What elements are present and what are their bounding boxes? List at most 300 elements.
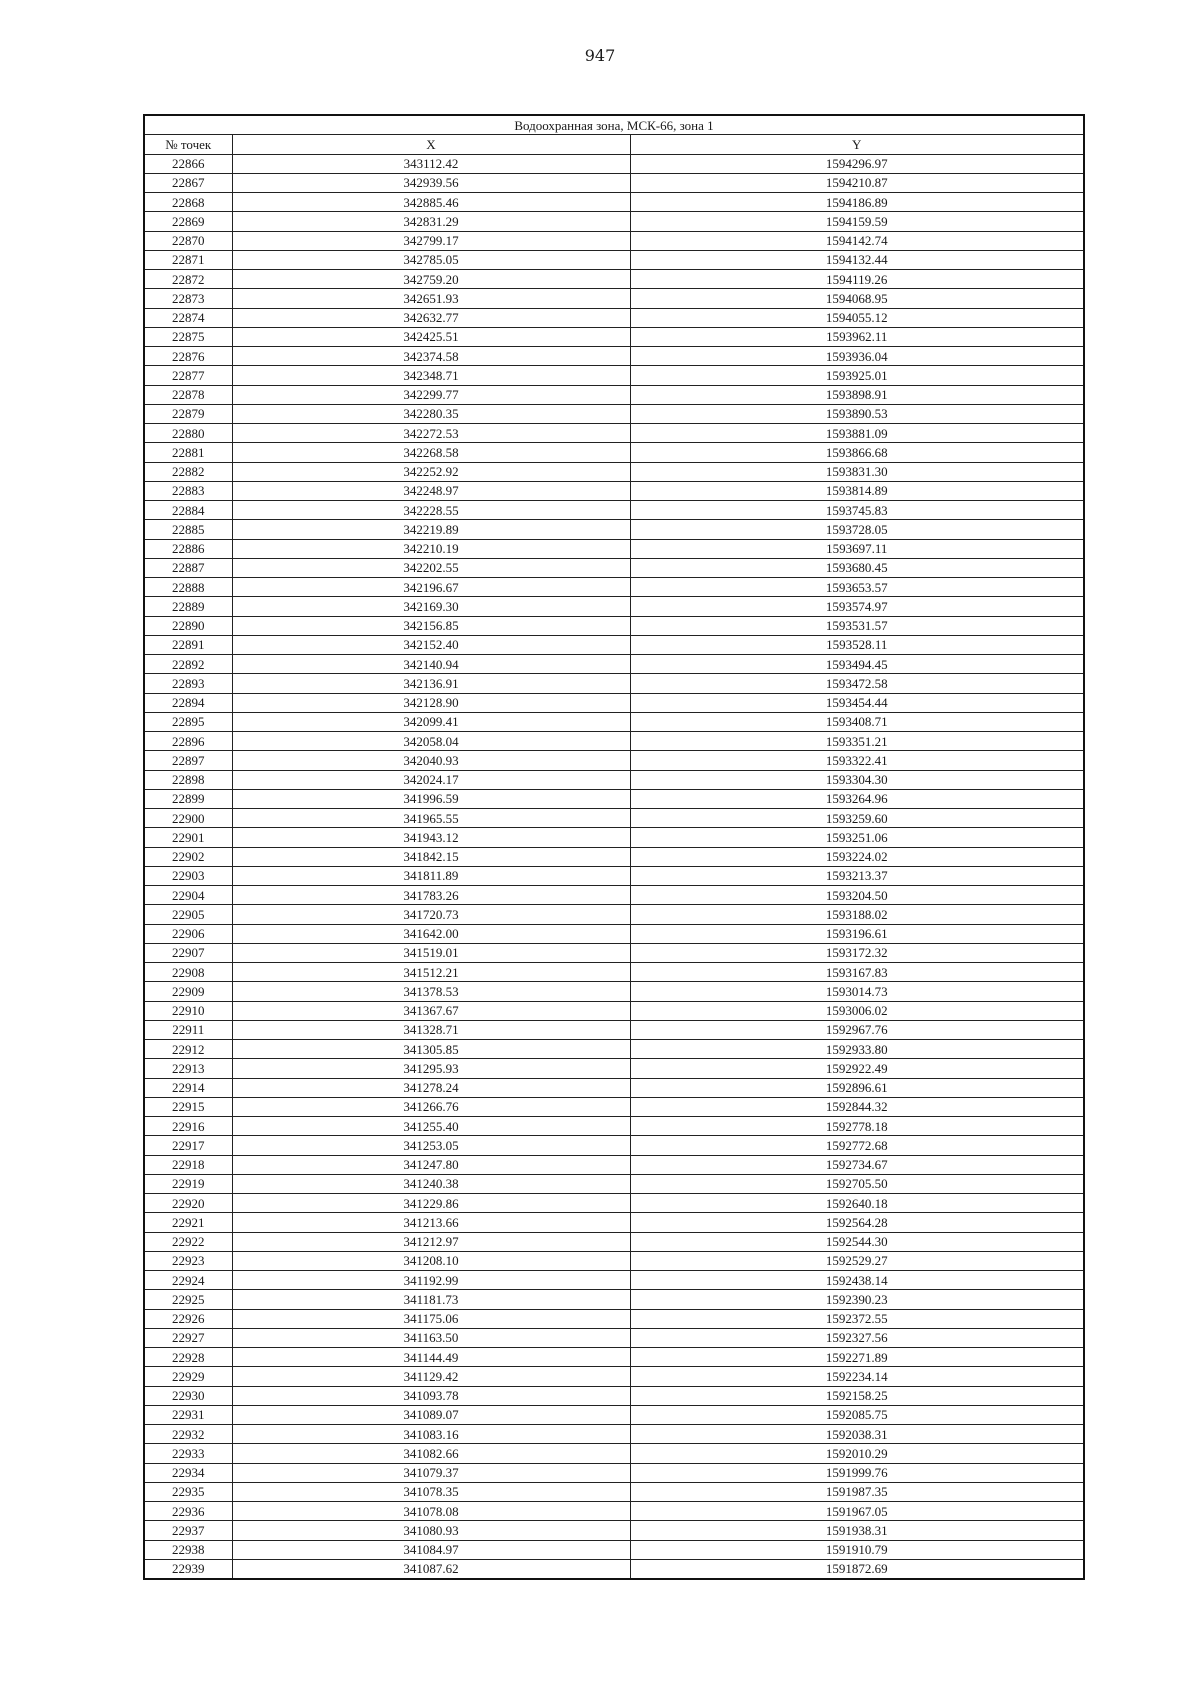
y-coordinate-cell: 1592438.14 [630,1271,1084,1290]
table-row [144,1078,1084,1097]
y-coordinate-cell: 1593188.02 [630,905,1084,924]
x-coordinate-cell: 342299.77 [232,385,630,404]
point-number-cell: 22883 [144,481,232,500]
point-number-cell: 22880 [144,424,232,443]
x-coordinate-cell: 341253.05 [232,1136,630,1155]
x-coordinate-cell: 342632.77 [232,308,630,327]
point-number-cell: 22898 [144,770,232,789]
x-coordinate-cell: 341079.37 [232,1463,630,1482]
x-coordinate-cell: 342272.53 [232,424,630,443]
x-coordinate-cell: 342831.29 [232,212,630,231]
point-number-cell: 22895 [144,712,232,731]
x-coordinate-cell: 341720.73 [232,905,630,924]
y-coordinate-cell: 1593814.89 [630,481,1084,500]
x-coordinate-cell: 342759.20 [232,270,630,289]
point-number-cell: 22935 [144,1482,232,1501]
y-coordinate-cell: 1594186.89 [630,193,1084,212]
table-row [144,963,1084,982]
x-coordinate-cell: 341192.99 [232,1271,630,1290]
x-coordinate-cell: 341087.62 [232,1559,630,1579]
table-row [144,635,1084,654]
x-coordinate-cell: 342268.58 [232,443,630,462]
x-coordinate-cell: 341842.15 [232,847,630,866]
y-coordinate-cell: 1591938.31 [630,1521,1084,1540]
point-number-cell: 22891 [144,635,232,654]
y-coordinate-cell: 1592705.50 [630,1174,1084,1193]
x-coordinate-cell: 341278.24 [232,1078,630,1097]
x-coordinate-cell: 341089.07 [232,1405,630,1424]
point-number-cell: 22896 [144,732,232,751]
table-row [144,1271,1084,1290]
y-coordinate-cell: 1594119.26 [630,270,1084,289]
table-row [144,231,1084,250]
point-number-cell: 22879 [144,404,232,423]
y-coordinate-cell: 1592327.56 [630,1328,1084,1347]
y-coordinate-cell: 1593531.57 [630,616,1084,635]
point-number-cell: 22922 [144,1232,232,1251]
table-row [144,1348,1084,1367]
x-coordinate-cell: 342280.35 [232,404,630,423]
table-row [144,558,1084,577]
table-row [144,597,1084,616]
y-coordinate-cell: 1592158.25 [630,1386,1084,1405]
table-row [144,655,1084,674]
table-row [144,1540,1084,1559]
table-row [144,1059,1084,1078]
table-caption: Водоохранная зона, МСК-66, зона 1 [144,115,1084,135]
point-number-cell: 22903 [144,866,232,885]
x-coordinate-cell: 341208.10 [232,1251,630,1270]
y-coordinate-cell: 1593224.02 [630,847,1084,866]
point-number-cell: 22889 [144,597,232,616]
table-row [144,1309,1084,1328]
y-coordinate-cell: 1593653.57 [630,578,1084,597]
point-number-cell: 22884 [144,501,232,520]
point-number-cell: 22890 [144,616,232,635]
table-row [144,1367,1084,1386]
x-coordinate-cell: 342228.55 [232,501,630,520]
x-coordinate-cell: 341295.93 [232,1059,630,1078]
y-coordinate-cell: 1593745.83 [630,501,1084,520]
point-number-cell: 22887 [144,558,232,577]
x-coordinate-cell: 341783.26 [232,886,630,905]
table-row [144,1463,1084,1482]
table-row [144,308,1084,327]
x-coordinate-cell: 342040.93 [232,751,630,770]
y-coordinate-cell: 1592271.89 [630,1348,1084,1367]
x-coordinate-cell: 341367.67 [232,1001,630,1020]
point-number-cell: 22869 [144,212,232,231]
table-row [144,154,1084,173]
point-number-cell: 22874 [144,308,232,327]
y-coordinate-cell: 1591967.05 [630,1502,1084,1521]
table-row [144,616,1084,635]
y-coordinate-cell: 1592010.29 [630,1444,1084,1463]
table-row [144,1444,1084,1463]
x-coordinate-cell: 341240.38 [232,1174,630,1193]
y-coordinate-cell: 1592372.55 [630,1309,1084,1328]
point-number-cell: 22885 [144,520,232,539]
table-row [144,943,1084,962]
y-coordinate-cell: 1594068.95 [630,289,1084,308]
table-row [144,539,1084,558]
table-row [144,1232,1084,1251]
point-number-cell: 22908 [144,963,232,982]
table-row [144,712,1084,731]
point-number-cell: 22910 [144,1001,232,1020]
x-coordinate-cell: 342024.17 [232,770,630,789]
table-row [144,924,1084,943]
table-row [144,443,1084,462]
point-number-cell: 22909 [144,982,232,1001]
y-coordinate-cell: 1593494.45 [630,655,1084,674]
x-coordinate-cell: 341378.53 [232,982,630,1001]
x-coordinate-cell: 341247.80 [232,1155,630,1174]
table-row [144,732,1084,751]
x-coordinate-cell: 341084.97 [232,1540,630,1559]
y-coordinate-cell: 1592038.31 [630,1425,1084,1444]
y-coordinate-cell: 1592772.68 [630,1136,1084,1155]
y-coordinate-cell: 1593213.37 [630,866,1084,885]
x-coordinate-cell: 342156.85 [232,616,630,635]
point-number-cell: 22900 [144,809,232,828]
point-number-cell: 22894 [144,693,232,712]
point-number-cell: 22926 [144,1309,232,1328]
point-number-cell: 22888 [144,578,232,597]
table-row [144,481,1084,500]
y-coordinate-cell: 1593167.83 [630,963,1084,982]
x-coordinate-cell: 341181.73 [232,1290,630,1309]
point-number-cell: 22923 [144,1251,232,1270]
y-coordinate-cell: 1593204.50 [630,886,1084,905]
x-coordinate-cell: 341163.50 [232,1328,630,1347]
x-coordinate-cell: 341811.89 [232,866,630,885]
x-coordinate-cell: 341512.21 [232,963,630,982]
table-row [144,404,1084,423]
table-row [144,1213,1084,1232]
table-row [144,462,1084,481]
y-coordinate-cell: 1591999.76 [630,1463,1084,1482]
y-coordinate-cell: 1593697.11 [630,539,1084,558]
y-coordinate-cell: 1593304.30 [630,770,1084,789]
point-number-cell: 22866 [144,154,232,173]
x-coordinate-cell: 341305.85 [232,1040,630,1059]
point-number-cell: 22897 [144,751,232,770]
column-header-y: Y [630,135,1084,154]
x-coordinate-cell: 342799.17 [232,231,630,250]
y-coordinate-cell: 1593528.11 [630,635,1084,654]
point-number-cell: 22877 [144,366,232,385]
x-coordinate-cell: 342651.93 [232,289,630,308]
y-coordinate-cell: 1592967.76 [630,1020,1084,1039]
table-row [144,1405,1084,1424]
x-coordinate-cell: 342210.19 [232,539,630,558]
y-coordinate-cell: 1593014.73 [630,982,1084,1001]
page-number: 947 [584,46,616,65]
y-coordinate-cell: 1593831.30 [630,462,1084,481]
x-coordinate-cell: 343112.42 [232,154,630,173]
x-coordinate-cell: 341093.78 [232,1386,630,1405]
point-number-cell: 22875 [144,327,232,346]
table-row [144,173,1084,192]
point-number-cell: 22893 [144,674,232,693]
point-number-cell: 22915 [144,1097,232,1116]
x-coordinate-cell: 341129.42 [232,1367,630,1386]
table-row [144,1425,1084,1444]
point-number-cell: 22928 [144,1348,232,1367]
table-row [144,193,1084,212]
x-coordinate-cell: 341642.00 [232,924,630,943]
point-number-cell: 22921 [144,1213,232,1232]
point-number-cell: 22867 [144,173,232,192]
table-row [144,770,1084,789]
x-coordinate-cell: 342058.04 [232,732,630,751]
table-row [144,1040,1084,1059]
y-coordinate-cell: 1593251.06 [630,828,1084,847]
x-coordinate-cell: 341078.08 [232,1502,630,1521]
y-coordinate-cell: 1592933.80 [630,1040,1084,1059]
table-row [144,982,1084,1001]
point-number-cell: 22899 [144,789,232,808]
y-coordinate-cell: 1593264.96 [630,789,1084,808]
y-coordinate-cell: 1593259.60 [630,809,1084,828]
point-number-cell: 22904 [144,886,232,905]
table-row [144,1020,1084,1039]
y-coordinate-cell: 1592234.14 [630,1367,1084,1386]
point-number-cell: 22912 [144,1040,232,1059]
point-number-cell: 22872 [144,270,232,289]
x-coordinate-cell: 341213.66 [232,1213,630,1232]
point-number-cell: 22930 [144,1386,232,1405]
point-number-cell: 22892 [144,655,232,674]
table-row [144,1502,1084,1521]
x-coordinate-cell: 341212.97 [232,1232,630,1251]
point-number-cell: 22882 [144,462,232,481]
y-coordinate-cell: 1594210.87 [630,173,1084,192]
table-row [144,1174,1084,1193]
table-row [144,1521,1084,1540]
table-row [144,1136,1084,1155]
point-number-cell: 22920 [144,1194,232,1213]
point-number-cell: 22907 [144,943,232,962]
table-row [144,250,1084,269]
point-number-cell: 22881 [144,443,232,462]
table-row [144,847,1084,866]
point-number-cell: 22936 [144,1502,232,1521]
table-row [144,327,1084,346]
y-coordinate-cell: 1593322.41 [630,751,1084,770]
y-coordinate-cell: 1592896.61 [630,1078,1084,1097]
table-row [144,366,1084,385]
table-row [144,212,1084,231]
table-row [144,866,1084,885]
x-coordinate-cell: 341083.16 [232,1425,630,1444]
point-number-cell: 22929 [144,1367,232,1386]
y-coordinate-cell: 1593866.68 [630,443,1084,462]
point-number-cell: 22911 [144,1020,232,1039]
y-coordinate-cell: 1592390.23 [630,1290,1084,1309]
x-coordinate-cell: 342202.55 [232,558,630,577]
point-number-cell: 22902 [144,847,232,866]
table-row [144,385,1084,404]
table-row [144,674,1084,693]
point-number-cell: 22937 [144,1521,232,1540]
y-coordinate-cell: 1593680.45 [630,558,1084,577]
x-coordinate-cell: 342169.30 [232,597,630,616]
table-row [144,751,1084,770]
y-coordinate-cell: 1593962.11 [630,327,1084,346]
point-number-cell: 22906 [144,924,232,943]
point-number-cell: 22934 [144,1463,232,1482]
y-coordinate-cell: 1593890.53 [630,404,1084,423]
x-coordinate-cell: 341175.06 [232,1309,630,1328]
x-coordinate-cell: 341943.12 [232,828,630,847]
table-row [144,886,1084,905]
y-coordinate-cell: 1593351.21 [630,732,1084,751]
table-row [144,1482,1084,1501]
y-coordinate-cell: 1592640.18 [630,1194,1084,1213]
y-coordinate-cell: 1592564.28 [630,1213,1084,1232]
coordinates-table [143,114,1085,1580]
table-row [144,1001,1084,1020]
table-row [144,289,1084,308]
x-coordinate-cell: 342140.94 [232,655,630,674]
point-number-cell: 22871 [144,250,232,269]
x-coordinate-cell: 342885.46 [232,193,630,212]
column-header-point-number: № точек [144,135,232,154]
x-coordinate-cell: 342248.97 [232,481,630,500]
table-row [144,1386,1084,1405]
x-coordinate-cell: 342348.71 [232,366,630,385]
y-coordinate-cell: 1592529.27 [630,1251,1084,1270]
y-coordinate-cell: 1594055.12 [630,308,1084,327]
x-coordinate-cell: 341965.55 [232,809,630,828]
point-number-cell: 22939 [144,1559,232,1579]
table-row [144,1194,1084,1213]
x-coordinate-cell: 341996.59 [232,789,630,808]
table-row [144,1290,1084,1309]
table-row [144,1559,1084,1579]
table-row [144,270,1084,289]
point-number-cell: 22876 [144,347,232,366]
x-coordinate-cell: 342136.91 [232,674,630,693]
y-coordinate-cell: 1594132.44 [630,250,1084,269]
x-coordinate-cell: 341080.93 [232,1521,630,1540]
x-coordinate-cell: 341519.01 [232,943,630,962]
y-coordinate-cell: 1592734.67 [630,1155,1084,1174]
y-coordinate-cell: 1594159.59 [630,212,1084,231]
x-coordinate-cell: 342374.58 [232,347,630,366]
point-number-cell: 22886 [144,539,232,558]
x-coordinate-cell: 342099.41 [232,712,630,731]
table-row [144,809,1084,828]
table-row [144,1328,1084,1347]
table-row [144,501,1084,520]
table-row [144,1097,1084,1116]
table-row [144,347,1084,366]
table-row [144,1251,1084,1270]
table-row [144,1117,1084,1136]
x-coordinate-cell: 341144.49 [232,1348,630,1367]
point-number-cell: 22870 [144,231,232,250]
y-coordinate-cell: 1592085.75 [630,1405,1084,1424]
x-coordinate-cell: 342252.92 [232,462,630,481]
table-row [144,693,1084,712]
point-number-cell: 22913 [144,1059,232,1078]
y-coordinate-cell: 1593936.04 [630,347,1084,366]
y-coordinate-cell: 1593006.02 [630,1001,1084,1020]
y-coordinate-cell: 1592778.18 [630,1117,1084,1136]
column-header-x: X [232,135,630,154]
point-number-cell: 22918 [144,1155,232,1174]
y-coordinate-cell: 1593172.32 [630,943,1084,962]
y-coordinate-cell: 1594296.97 [630,154,1084,173]
table-row [144,828,1084,847]
y-coordinate-cell: 1593925.01 [630,366,1084,385]
y-coordinate-cell: 1592844.32 [630,1097,1084,1116]
x-coordinate-cell: 342128.90 [232,693,630,712]
y-coordinate-cell: 1592544.30 [630,1232,1084,1251]
y-coordinate-cell: 1593881.09 [630,424,1084,443]
x-coordinate-cell: 341229.86 [232,1194,630,1213]
y-coordinate-cell: 1593408.71 [630,712,1084,731]
table-row [144,520,1084,539]
y-coordinate-cell: 1591872.69 [630,1559,1084,1579]
y-coordinate-cell: 1593472.58 [630,674,1084,693]
y-coordinate-cell: 1593196.61 [630,924,1084,943]
y-coordinate-cell: 1591910.79 [630,1540,1084,1559]
x-coordinate-cell: 341266.76 [232,1097,630,1116]
point-number-cell: 22916 [144,1117,232,1136]
table-row [144,905,1084,924]
point-number-cell: 22868 [144,193,232,212]
y-coordinate-cell: 1593728.05 [630,520,1084,539]
y-coordinate-cell: 1593454.44 [630,693,1084,712]
point-number-cell: 22917 [144,1136,232,1155]
x-coordinate-cell: 342152.40 [232,635,630,654]
table-row [144,424,1084,443]
point-number-cell: 22878 [144,385,232,404]
x-coordinate-cell: 341078.35 [232,1482,630,1501]
y-coordinate-cell: 1591987.35 [630,1482,1084,1501]
point-number-cell: 22919 [144,1174,232,1193]
table-row [144,578,1084,597]
y-coordinate-cell: 1593898.91 [630,385,1084,404]
x-coordinate-cell: 342196.67 [232,578,630,597]
point-number-cell: 22932 [144,1425,232,1444]
x-coordinate-cell: 342425.51 [232,327,630,346]
point-number-cell: 22914 [144,1078,232,1097]
x-coordinate-cell: 341328.71 [232,1020,630,1039]
table-row [144,789,1084,808]
point-number-cell: 22873 [144,289,232,308]
table-row [144,1155,1084,1174]
point-number-cell: 22905 [144,905,232,924]
x-coordinate-cell: 342939.56 [232,173,630,192]
point-number-cell: 22927 [144,1328,232,1347]
point-number-cell: 22925 [144,1290,232,1309]
table-body [144,154,1084,1579]
point-number-cell: 22938 [144,1540,232,1559]
point-number-cell: 22933 [144,1444,232,1463]
y-coordinate-cell: 1594142.74 [630,231,1084,250]
x-coordinate-cell: 341255.40 [232,1117,630,1136]
point-number-cell: 22901 [144,828,232,847]
point-number-cell: 22924 [144,1271,232,1290]
y-coordinate-cell: 1592922.49 [630,1059,1084,1078]
x-coordinate-cell: 341082.66 [232,1444,630,1463]
point-number-cell: 22931 [144,1405,232,1424]
